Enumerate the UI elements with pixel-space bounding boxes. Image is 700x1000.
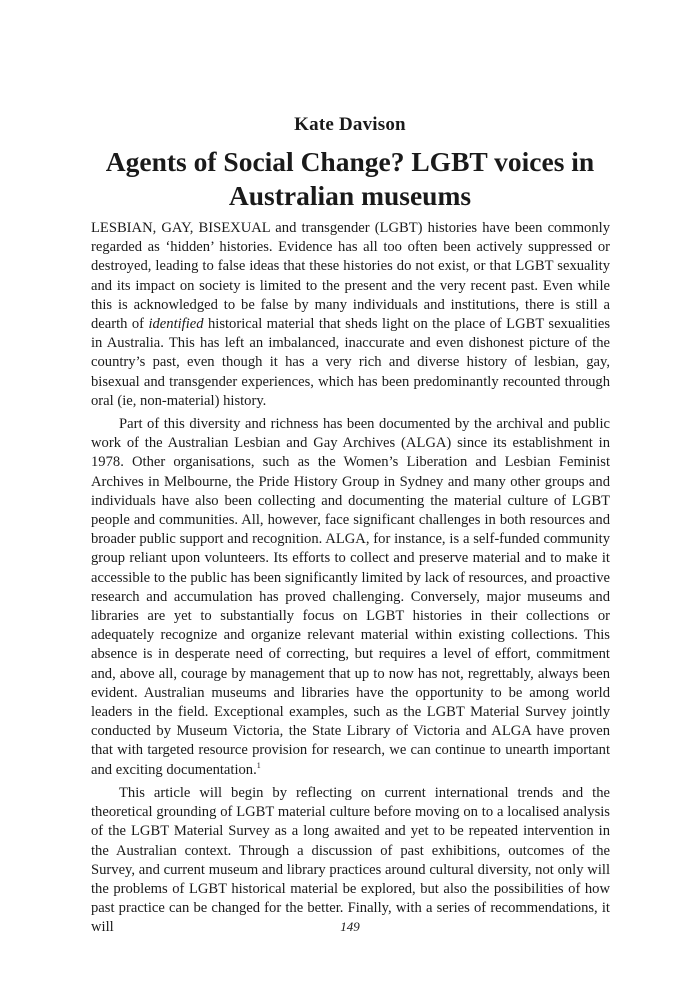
article-title: Agents of Social Change? LGBT voices in Australian museums [105, 146, 595, 211]
article-body [91, 219, 610, 942]
paragraph-1 [91, 219, 610, 411]
emphasis-identified: identified [148, 316, 204, 333]
paragraph-2 [91, 415, 610, 780]
paragraph-1-text-start: LESBIAN, GAY, BISEXUAL and transgender (LGBT) histories have been commonly regarded as ‘hidden’ histories. Evidence has all too often been actively suppressed or destroyed, leading to false ideas that these histories do not exist, or that LGBT sexuality and its impact on society is limited to the present and the very recent past. Even while this is acknowledged to be false by many individuals and institutions, there is still a dearth of [91, 220, 610, 333]
paragraph-1-text-end: historical material that sheds light on the place of LGBT sexualities in Australia. This has left an imbalanced, inaccurate and even dishonest picture of the country’s past, even though it has a very rich and diverse history of lesbian, gay, bisexual and transgender experiences, which has been predominantly recounted through oral (ie, non-material) history. [91, 316, 610, 409]
paragraph-3 [91, 784, 610, 938]
footnote-marker[interactable]: 1 [256, 760, 261, 770]
author-name: Kate Davison [294, 114, 406, 135]
paragraph-3-text: This article will begin by reflecting on current international trends and the theoretical grounding of LGBT material culture before moving on to a localised analysis of the LGBT Material Survey as a long awaited and yet to be repeated intervention in the Australian context. Through a discussion of past exhibitions, outcomes of the Survey, and current museum and library practices around cultural diversity, not only will the problems of LGBT historical material be explored, but also the possibilities of how past practice can be changed for the better. Finally, with a series of recommendations, it will [91, 784, 610, 936]
page-number: 149 [340, 919, 360, 934]
paragraph-2-text: Part of this diversity and richness has been documented by the archival and public work of the Australian Lesbian and Gay Archives (ALGA) since its establishment in 1978. Other organisations, such as the Women’s Liberation and Lesbian Feminist Archives in Melbourne, the Pride History Group in Sydney and many other groups and individuals have also been collecting and documenting the material culture of LGBT people and communities. All, however, face significant challenges in both resources and broader public support and recognition. ALGA, for instance, is a self-funded community group reliant upon volunteers. Its efforts to collect and preserve material and to make it accessible to the public has been significantly limited by lack of resources, and proactive research and accumulation has proved challenging. Conversely, major museums and libraries are yet to substantially focus on LGBT histories in their collections or adequately recognize and organize relevant material within existing collections. This absence is in desperate need of correcting, but requires a level of effort, commitment and, above all, courage by management that up to now has not, regrettably, always been evident. Australian museums and libraries have the opportunity to be among world leaders in the field. Exceptional examples, such as the LGBT Material Survey jointly conducted by Museum Victoria, the State Library of Victoria and ALGA have proven that with targeted resource provision for research, we can continue to unearth important and exciting documentation. [91, 416, 610, 778]
